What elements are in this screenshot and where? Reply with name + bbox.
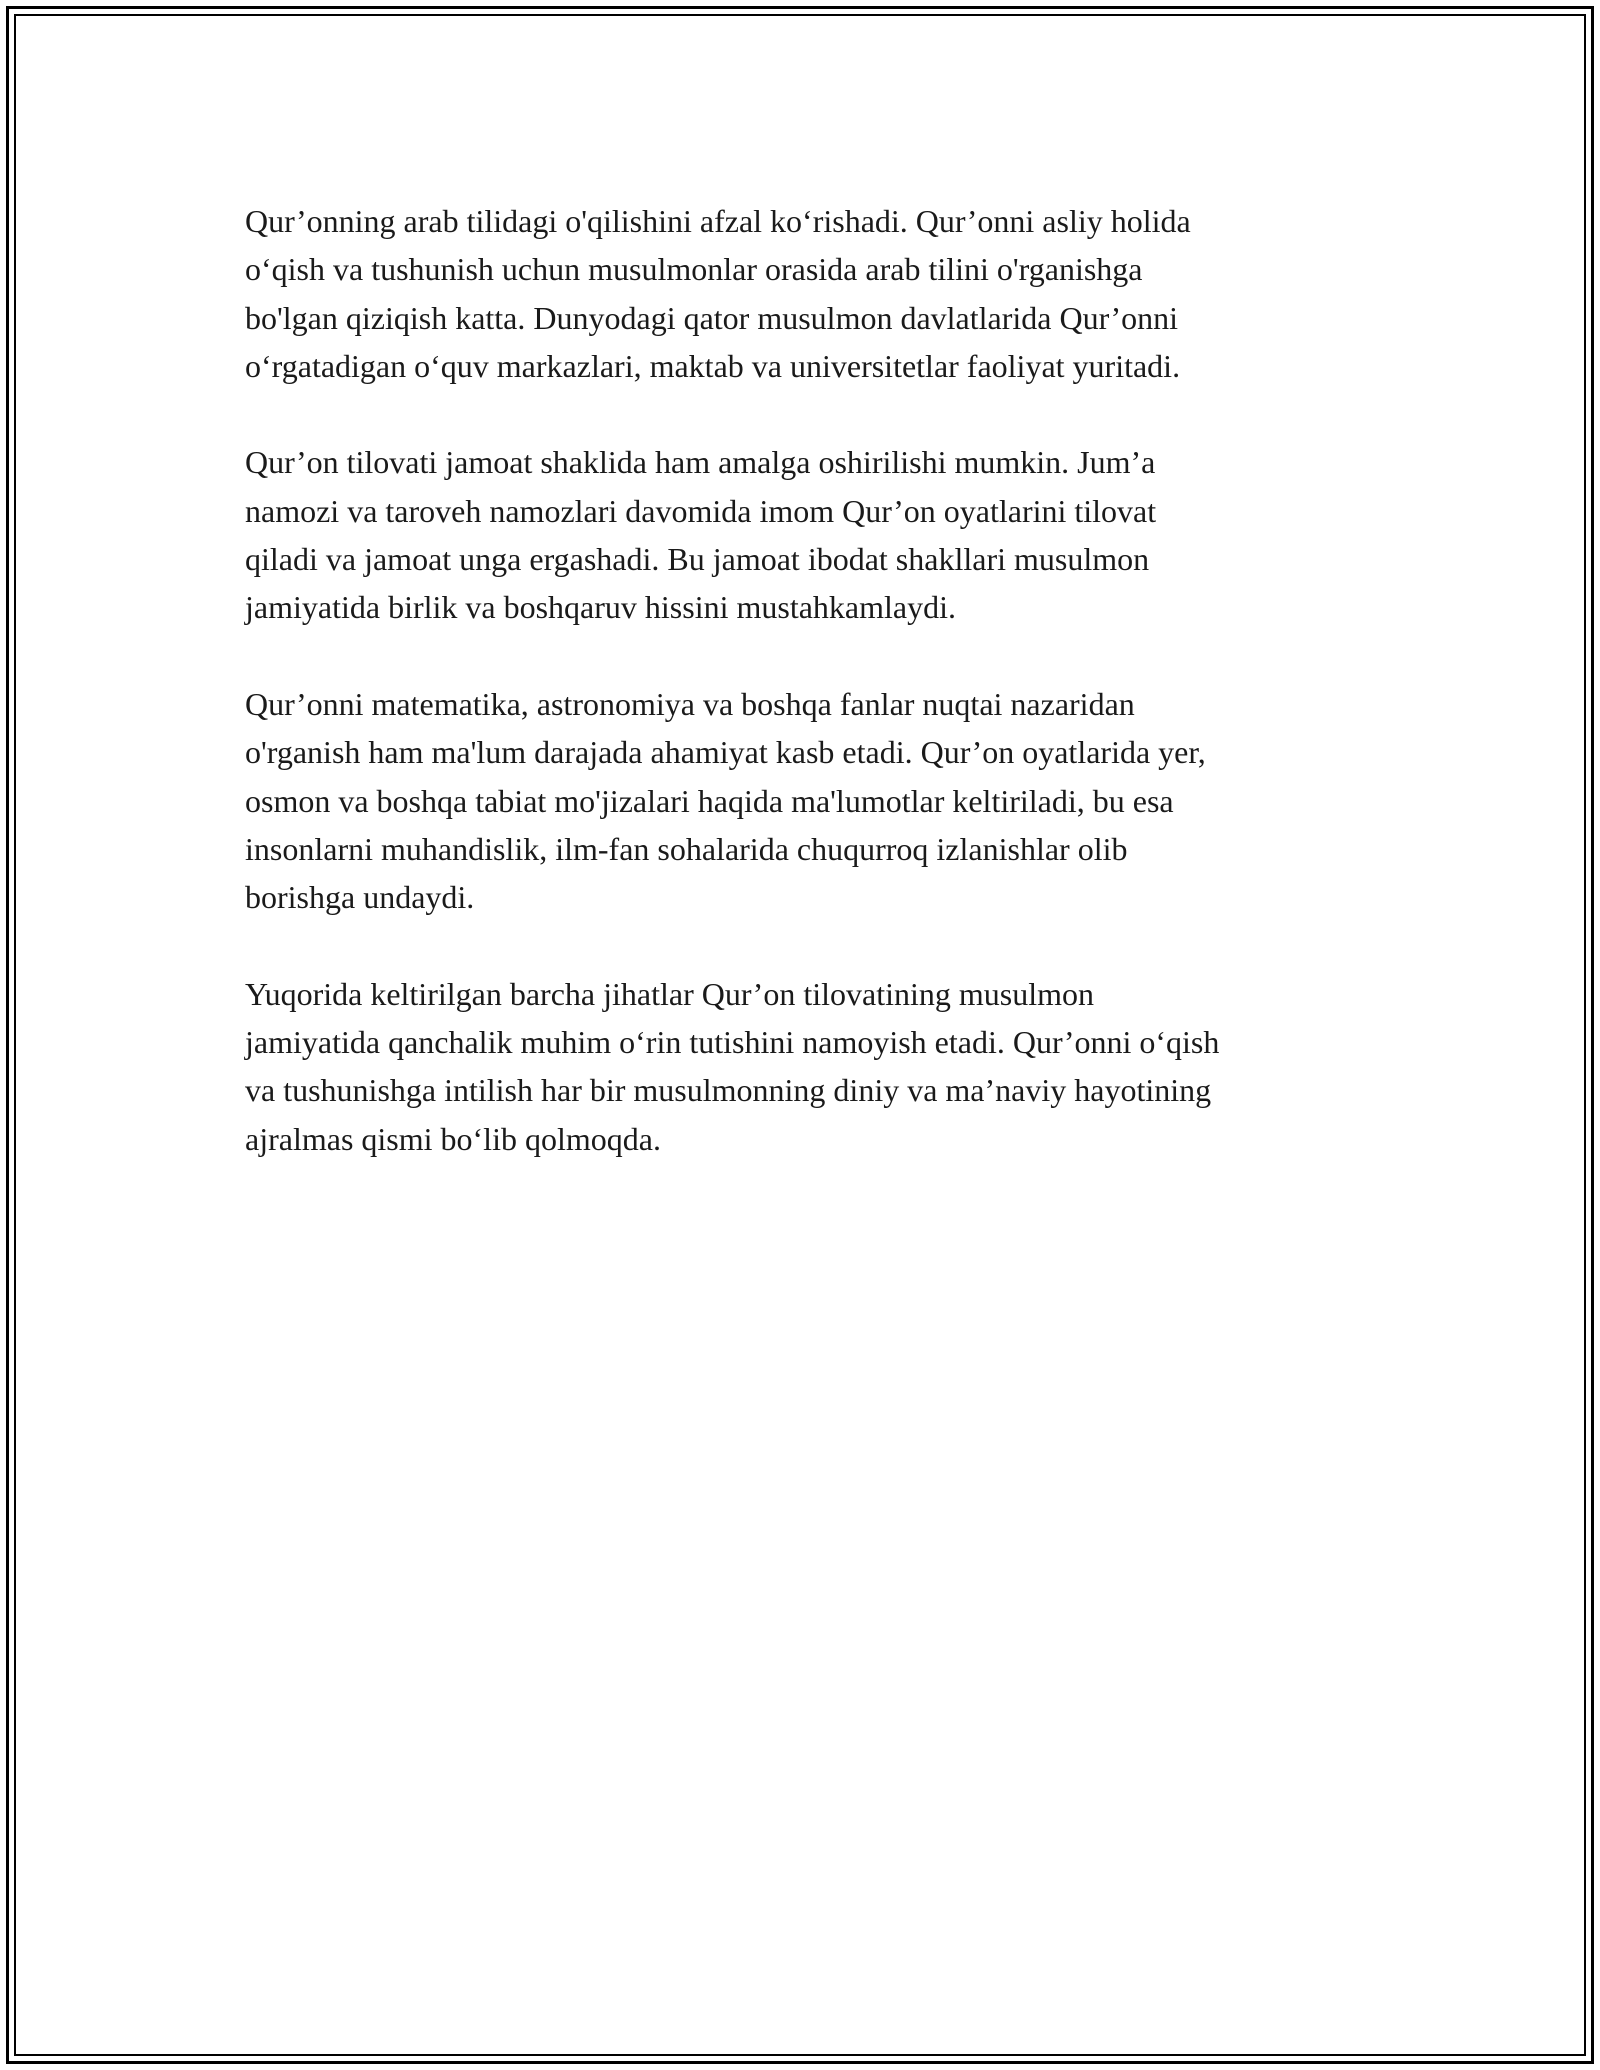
paragraph-line: Qur’onning arab tilidagi o'qilishini afzal koʻrishadi. Qur’onni asliy holida bbox=[245, 203, 1191, 239]
paragraph-line: o'rganish ham ma'lum darajada ahamiyat kasb etadi. Qur’on oyatlarida yer, bbox=[245, 734, 1206, 771]
paragraph-line: Qur’on tilovati jamoat shaklida ham amalga oshirilishi mumkin. Jum’a bbox=[245, 444, 1156, 481]
document-body bbox=[245, 197, 1375, 1211]
paragraph-line: ajralmas qismi boʻlib qolmoqda. bbox=[245, 1120, 661, 1157]
paragraph-line: borishga undaydi. bbox=[245, 879, 475, 916]
paragraph-1 bbox=[245, 197, 1375, 390]
page-frame bbox=[6, 6, 1594, 2064]
paragraph-3 bbox=[245, 680, 1375, 921]
paragraph-line: jamiyatida qanchalik muhim oʻrin tutishini namoyish etadi. Qur’onni oʻqish bbox=[245, 1024, 1220, 1061]
paragraph-line: Yuqorida keltirilgan barcha jihatlar Qur’on tilovatining musulmon bbox=[245, 975, 1094, 1012]
paragraph-line: osmon va boshqa tabiat mo'jizalari haqida ma'lumotlar keltiriladi, bu esa bbox=[245, 782, 1174, 819]
paragraph-line: va tushunishga intilish har bir musulmonning diniy va ma’naviy hayotining bbox=[245, 1072, 1212, 1109]
paragraph-line: namozi va taroveh namozlari davomida imom Qur’on oyatlarini tilovat bbox=[245, 492, 1157, 529]
paragraph-line: Qur’onni matematika, astronomiya va boshqa fanlar nuqtai nazaridan bbox=[245, 685, 1135, 722]
paragraph-line: insonlarni muhandislik, ilm-fan sohalarida chuqurroq izlanishlar olib bbox=[245, 830, 1128, 867]
paragraph-line: oʻqish va tushunish uchun musulmonlar orasida arab tilini o'rganishga bbox=[245, 251, 1143, 288]
paragraph-line: qiladi va jamoat unga ergashadi. Bu jamoat ibodat shakllari musulmon bbox=[245, 541, 1150, 578]
paragraph-line: oʻrgatadigan oʻquv markazlari, maktab va universitetlar faoliyat yuritadi. bbox=[245, 347, 1181, 384]
paragraph-4 bbox=[245, 970, 1375, 1163]
paragraph-line: jamiyatida birlik va boshqaruv hissini mustahkamlaydi. bbox=[245, 589, 956, 626]
paragraph-2 bbox=[245, 438, 1375, 631]
paragraph-line: bo'lgan qiziqish katta. Dunyodagi qator musulmon davlatlarida Qur’onni bbox=[245, 299, 1178, 336]
